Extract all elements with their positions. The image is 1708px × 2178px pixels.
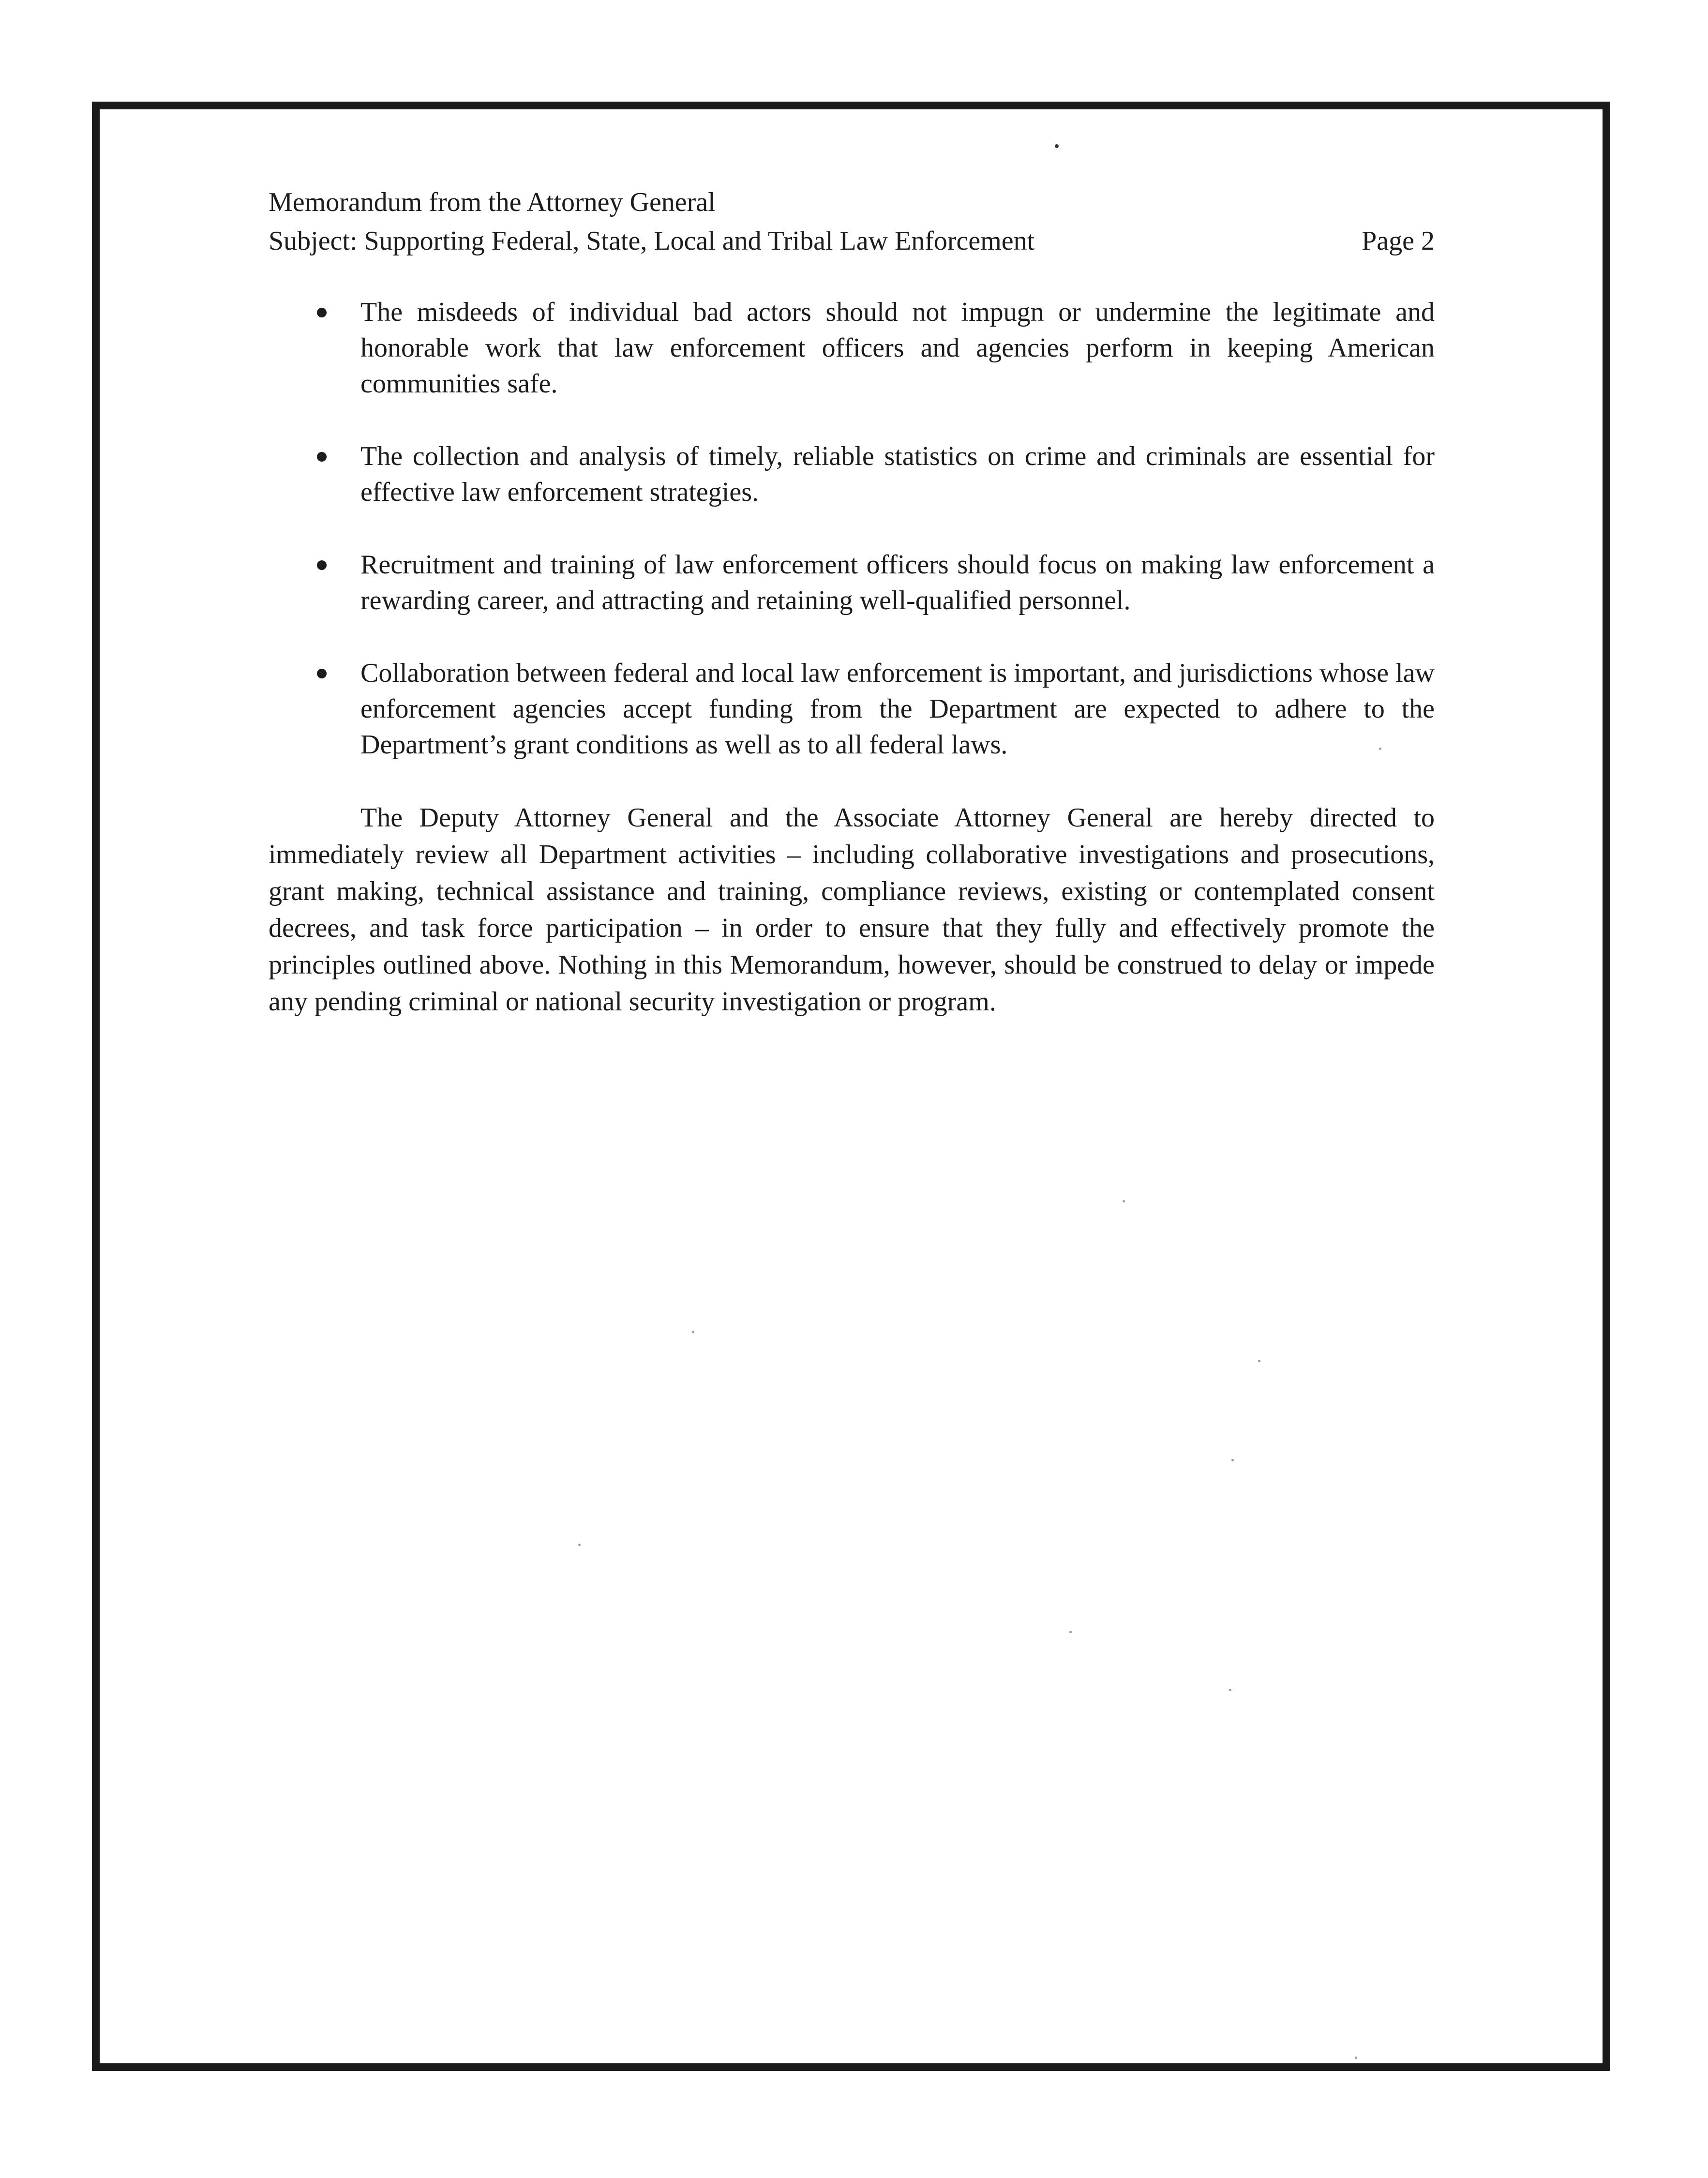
scan-speck <box>1355 2057 1357 2059</box>
scan-speck <box>1229 1689 1231 1691</box>
scan-speck <box>1069 1631 1072 1633</box>
closing-paragraph: The Deputy Attorney General and the Associate Attorney General are hereby directed to immediately review all Department activities – including collaborative investigations and prosecutions, grant making, technical assistance and training, compliance reviews, existing or contemplated consent decrees, and task force participation – in order to ensure that they fully and effectively promote the principles outlined above. Nothing in this Memorandum, however, should be construed to delay or impede any pending criminal or national security investigation or program. <box>269 803 1435 1017</box>
scan-speck <box>692 1331 694 1333</box>
scan-speck <box>578 1544 581 1546</box>
list-item <box>269 655 1435 763</box>
scan-speck <box>1055 144 1059 148</box>
memo-from-line: Memorandum from the Attorney General <box>269 187 716 217</box>
memo-body <box>269 183 1435 1020</box>
bullet-icon <box>317 669 327 678</box>
list-item <box>269 547 1435 618</box>
memo-subject: Subject: Supporting Federal, State, Local and Tribal Law Enforcement <box>269 226 1035 256</box>
list-item <box>269 438 1435 510</box>
principles-list <box>269 294 1435 763</box>
memo-subject-line <box>269 222 1435 260</box>
bullet-icon <box>317 560 327 570</box>
bullet-icon <box>317 452 327 462</box>
list-item-text: Collaboration between federal and local law enforcement is important, and jurisdictions whose law enforcement agencies accept funding from the Department are expected to adhere to the Department’s grant conditions as well as to all federal laws. <box>360 658 1435 760</box>
scan-speck <box>1258 1360 1260 1362</box>
list-item-text: Recruitment and training of law enforcement officers should focus on making law enforcement a rewarding career, and attracting and retaining well-qualified personnel. <box>360 550 1435 616</box>
list-item <box>269 294 1435 402</box>
list-item-text: The misdeeds of individual bad actors should not impugn or undermine the legitimate and honorable work that law enforcement officers and agencies perform in keeping American communities safe. <box>360 297 1435 399</box>
scan-speck <box>1379 748 1381 750</box>
page-number: Page 2 <box>1362 226 1435 256</box>
list-item-text: The collection and analysis of timely, reliable statistics on crime and criminals are essential for effective law enforcement strategies. <box>360 441 1435 507</box>
scan-speck <box>1123 1200 1125 1202</box>
scan-speck <box>1231 1459 1234 1461</box>
bullet-icon <box>317 308 327 317</box>
